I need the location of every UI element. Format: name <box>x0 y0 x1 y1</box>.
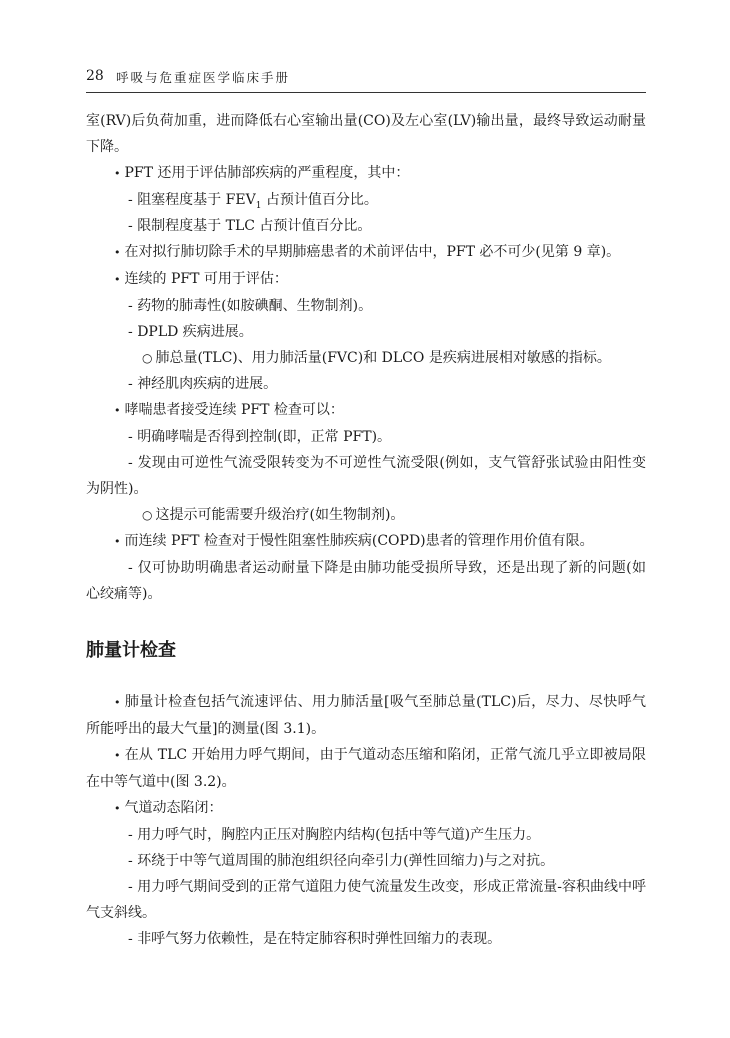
dash-item: - 发现由可逆性气流受限转变为不可逆性气流受限(例如，支气管舒张试验由阳性变为阴性)。 <box>86 455 646 497</box>
dash-item: - 限制程度基于 TLC 占预计值百分比。 <box>128 218 372 234</box>
dash-item: - 明确哮喘是否得到控制(即，正常 PFT)。 <box>128 429 392 445</box>
dash-item: - 用力呼气时，胸腔内正压对胸腔内结构(包括中等气道)产生压力。 <box>128 827 541 843</box>
dash-item: - 非呼气努力依赖性，是在特定肺容积时弹性回缩力的表现。 <box>128 931 502 947</box>
bullet-item: • 连续的 PFT 可用于评估： <box>114 271 288 287</box>
page-header <box>86 64 646 93</box>
page-body <box>86 108 646 952</box>
bullet-item: • 哮喘患者接受连续 PFT 检查可以： <box>114 402 344 418</box>
bullet-item: • 而连续 PFT 检查对于慢性阻塞性肺疾病(COPD)患者的管理作用价值有限。 <box>114 533 594 549</box>
page-number: 28 <box>86 68 104 84</box>
dash-item: - 用力呼气期间受到的正常气道阻力使气流量发生改变，形成正常流量-容积曲线中呼气支斜线。 <box>86 879 646 921</box>
section-heading: 肺量计检查 <box>86 640 176 661</box>
dash-item: - 环绕于中等气道周围的肺泡组织径向牵引力(弹性回缩力)与之对抗。 <box>128 853 555 869</box>
circle-item: ○ 这提示可能需要升级治疗(如生物制剂)。 <box>142 507 405 523</box>
paragraph: 室(RV)后负荷加重，进而降低右心室输出量(CO)及左心室(LV)输出量，最终导致运动耐量下降。 <box>86 113 646 155</box>
bullet-item: • 在从 TLC 开始用力呼气期间，由于气道动态压缩和陷闭，正常气流几乎立即被局限在中等气道中(图 3.2)。 <box>86 747 646 790</box>
dash-item: - 神经肌肉疾病的进展。 <box>128 376 278 392</box>
dash-item: - 药物的肺毒性(如胺碘酮、生物制剂)。 <box>128 298 373 314</box>
bullet-item: • 气道动态陷闭： <box>114 800 223 816</box>
dash-item: - 阻塞程度基于 $FEV_1$ 占预计值百分比。 <box>128 192 378 211</box>
bullet-item: • PFT 还用于评估肺部疾病的严重程度，其中： <box>114 165 410 181</box>
bullet-item: • 在对拟行肺切除手术的早期肺癌患者的术前评估中，PFT 必不可少(见第 9 章)。 <box>114 244 621 260</box>
running-title: 呼吸与危重症医学临床手册 <box>116 70 291 85</box>
dash-item: - 仅可协助明确患者运动耐量下降是由肺功能受损所导致，还是出现了新的问题(如心绞痛等)。 <box>86 560 646 602</box>
circle-item: ○ 肺总量(TLC)、用力肺活量(FVC)和 DLCO 是疾病进展相对敏感的指标。 <box>142 350 611 366</box>
dash-item: - DPLD 疾病进展。 <box>128 324 253 340</box>
bullet-item: • 肺量计检查包括气流速评估、用力肺活量[吸气至肺总量(TLC)后，尽力、尽快呼气所能呼出的最大气量]的测量(图 3.1)。 <box>86 694 646 737</box>
